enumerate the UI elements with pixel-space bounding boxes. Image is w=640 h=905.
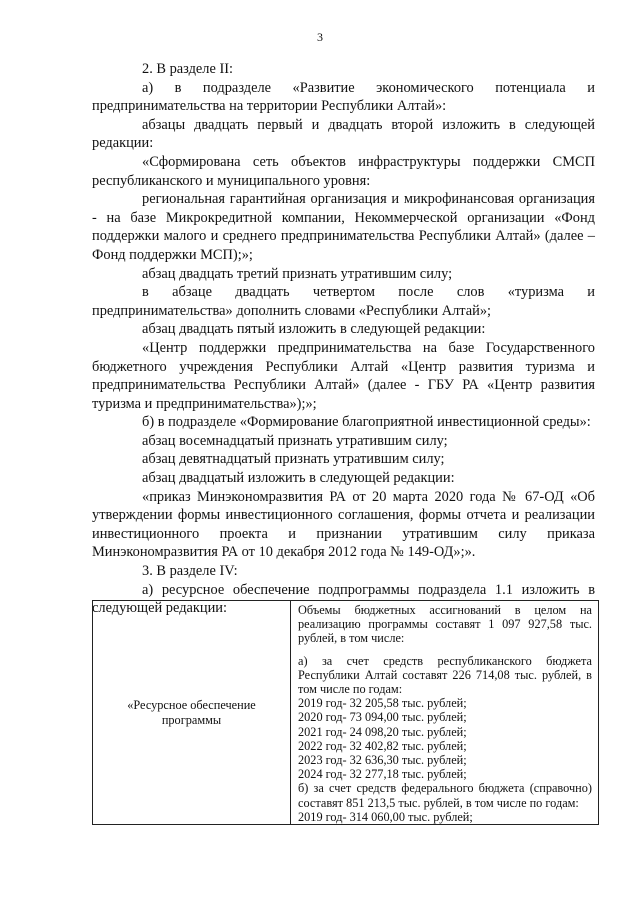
document-body: [92, 60, 595, 618]
section-heading: 3. В разделе IV:: [142, 563, 238, 580]
paragraph: абзацы двадцать первый и двадцать второй изложить в следующей редакции:: [92, 116, 595, 152]
page-number: 3: [317, 30, 323, 44]
paragraph: а) ресурсное обеспечение подпрограммы подраздела 1.1 изложить в следующей редакции:: [92, 581, 595, 617]
paragraph: б) в подразделе «Формирование благоприятной инвестиционной среды»:: [142, 414, 591, 431]
year-line: 2019 год- 314 060,00 тыс. рублей;: [298, 809, 473, 824]
table-label-cell: «Ресурсное обеспечение программы: [93, 601, 291, 825]
table-row: [93, 601, 599, 825]
paragraph: в абзаце двадцать четвертом после слов «туризма и предпринимательства» дополнить словами «Республики Алтай»;: [92, 284, 595, 319]
year-line: 2023 год- 32 636,30 тыс. рублей;: [298, 753, 467, 768]
paragraph: «Сформирована сеть объектов инфраструктуры поддержки СМСП республиканского и муниципального уровня:: [92, 153, 595, 189]
paragraph: абзац двадцать пятый изложить в следующей редакции:: [142, 321, 486, 338]
paragraph: абзац восемнадцатый признать утратившим силу;: [142, 432, 448, 449]
paragraph: «приказ Минэкономразвития РА от 20 марта 2020 года № 67-ОД «Об утверждении формы инвестиционного соглашения, формы отчета и реализации инвестиционного проекта и признании утратившим силу приказа Минэкономразвития РА от 10 декабря 2012 года № 149-ОД»;».: [92, 488, 595, 561]
year-line: 2020 год- 73 094,00 тыс. рублей;: [298, 710, 467, 725]
year-line: 2021 год- 24 098,20 тыс. рублей;: [298, 724, 467, 739]
regional-budget-text: а) за счет средств республиканского бюджета Республики Алтай составят 226 714,08 тыс. рублей, в том числе по годам:: [298, 653, 592, 697]
year-line: 2022 год- 32 402,82 тыс. рублей;: [298, 738, 467, 753]
paragraph: абзац двадцать третий признать утратившим силу;: [142, 265, 453, 282]
year-line: 2019 год- 32 205,58 тыс. рублей;: [298, 696, 467, 711]
federal-budget-text: б) за счет средств федерального бюджета (справочно) составят 851 213,5 тыс. рублей, в том числе по годам:: [298, 781, 592, 810]
paragraph: «Центр поддержки предпринимательства на базе Государственного бюджетного учреждения Республики Алтай «Центр развития туризма и предпринимательства Республики Алтай» (далее - ГБУ РА «Центр развития туризма и предпринимательства»);»;: [92, 339, 595, 412]
resource-table: [92, 600, 599, 825]
year-line: 2024 год- 32 277,18 тыс. рублей;: [298, 767, 467, 782]
paragraph: абзац девятнадцатый признать утратившим силу;: [142, 451, 445, 468]
budget-total-text: Объемы бюджетных ассигнований в целом на реализацию программы составят 1 097 927,58 тыс. рублей, в том числе:: [298, 603, 592, 646]
table-value-cell: [291, 601, 599, 825]
section-heading: 2. В разделе II:: [142, 61, 234, 77]
paragraph: региональная гарантийная организация и микрофинансовая организация - на базе Микрокредитной компании, Некоммерческой организации «Фонд поддержки малого и среднего предпринимательства Республики Алтай» (далее – Фонд поддержки МСП);»;: [92, 191, 595, 263]
paragraph: абзац двадцатый изложить в следующей редакции:: [142, 470, 455, 487]
paragraph: а) в подразделе «Развитие экономического потенциала и предпринимательства на территории Республики Алтай»:: [92, 79, 595, 115]
